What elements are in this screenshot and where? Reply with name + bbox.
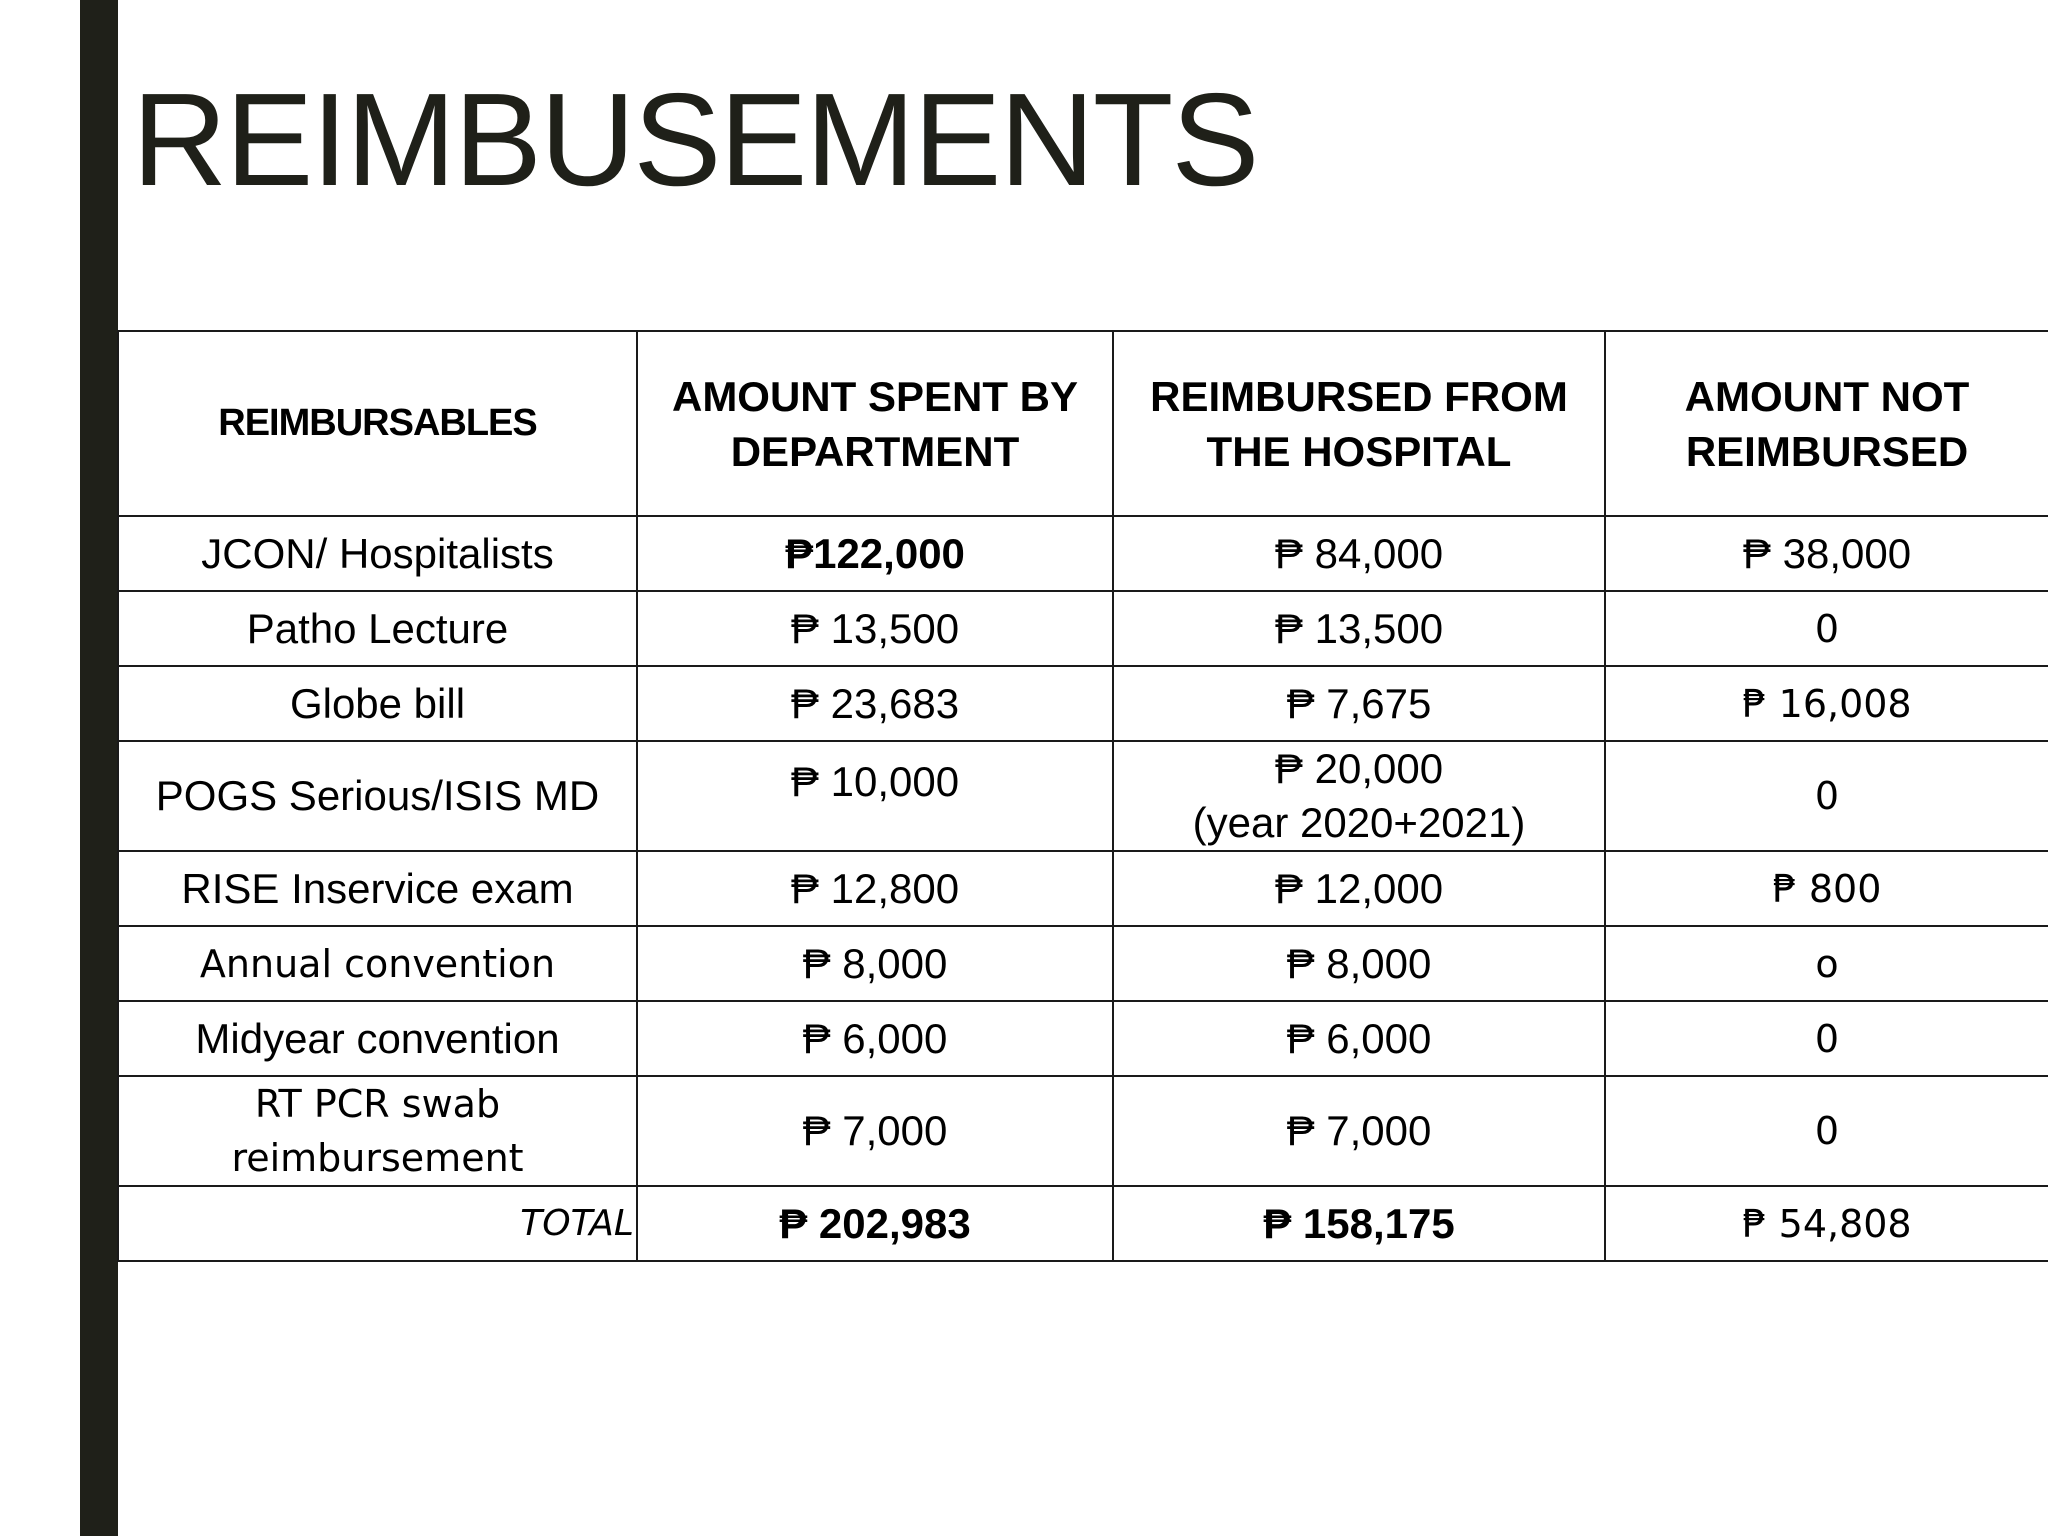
total-label: TOTAL	[118, 1186, 637, 1261]
item-name: Midyear convention	[118, 1001, 637, 1076]
amount-not-reimbursed: ₱ 800	[1605, 851, 2048, 926]
amount-spent: ₱ 8,000	[637, 926, 1113, 1001]
amount-not-reimbursed: ₱ 16,008	[1605, 666, 2048, 741]
reimbursements-table	[117, 330, 2048, 1262]
amount-reimbursed: ₱ 6,000	[1113, 1001, 1605, 1076]
header-reimbursables: REIMBURSABLES	[118, 331, 637, 516]
amount-not-reimbursed: o	[1605, 926, 2048, 1001]
table-row	[118, 591, 2048, 666]
page-title: REIMBUSEMENTS	[132, 66, 1258, 213]
amount-reimbursed: ₱ 7,675	[1113, 666, 1605, 741]
amount-spent: ₱122,000	[637, 516, 1113, 591]
amount-reimbursed-note: (year 2020+2021)	[1192, 799, 1526, 846]
header-not-reimbursed: AMOUNT NOT REIMBURSED	[1605, 331, 2048, 516]
item-name: Annual convention	[118, 926, 637, 1001]
table-row	[118, 851, 2048, 926]
left-accent-bar	[80, 0, 118, 1536]
item-name: JCON/ Hospitalists	[118, 516, 637, 591]
amount-reimbursed	[1113, 741, 1605, 851]
amount-reimbursed: ₱ 8,000	[1113, 926, 1605, 1001]
header-amount-spent: AMOUNT SPENT BY DEPARTMENT	[637, 331, 1113, 516]
amount-spent: ₱ 12,800	[637, 851, 1113, 926]
amount-not-reimbursed: 0	[1605, 591, 2048, 666]
table-row	[118, 1001, 2048, 1076]
amount-reimbursed: ₱ 13,500	[1113, 591, 1605, 666]
amount-reimbursed: ₱ 84,000	[1113, 516, 1605, 591]
amount-spent: ₱ 13,500	[637, 591, 1113, 666]
amount-spent-value: ₱ 10,000	[790, 758, 960, 805]
item-name: Globe bill	[118, 666, 637, 741]
total-amount-reimbursed: ₱ 158,175	[1113, 1186, 1605, 1261]
amount-reimbursed: ₱ 7,000	[1113, 1076, 1605, 1186]
table-row	[118, 1076, 2048, 1186]
amount-spent: ₱ 6,000	[637, 1001, 1113, 1076]
amount-spent: ₱ 23,683	[637, 666, 1113, 741]
amount-reimbursed: ₱ 12,000	[1113, 851, 1605, 926]
amount-spent: ₱ 7,000	[637, 1076, 1113, 1186]
amount-not-reimbursed: ₱ 38,000	[1605, 516, 2048, 591]
amount-not-reimbursed: 0	[1605, 1001, 2048, 1076]
table-row	[118, 926, 2048, 1001]
table-row	[118, 666, 2048, 741]
amount-not-reimbursed: 0	[1605, 1076, 2048, 1186]
item-name: RT PCR swab reimbursement	[118, 1076, 637, 1186]
table-row	[118, 516, 2048, 591]
table-row	[118, 741, 2048, 851]
amount-not-reimbursed: 0	[1605, 741, 2048, 851]
total-amount-spent: ₱ 202,983	[637, 1186, 1113, 1261]
total-row	[118, 1186, 2048, 1261]
total-amount-not-reimbursed: ₱ 54,808	[1605, 1186, 2048, 1261]
item-name: RISE Inservice exam	[118, 851, 637, 926]
header-reimbursed: REIMBURSED FROM THE HOSPITAL	[1113, 331, 1605, 516]
table-header-row	[118, 331, 2048, 516]
item-name: Patho Lecture	[118, 591, 637, 666]
amount-spent	[637, 741, 1113, 851]
item-name: POGS Serious/ISIS MD	[118, 741, 637, 851]
amount-reimbursed-value: ₱ 20,000	[1274, 745, 1444, 792]
